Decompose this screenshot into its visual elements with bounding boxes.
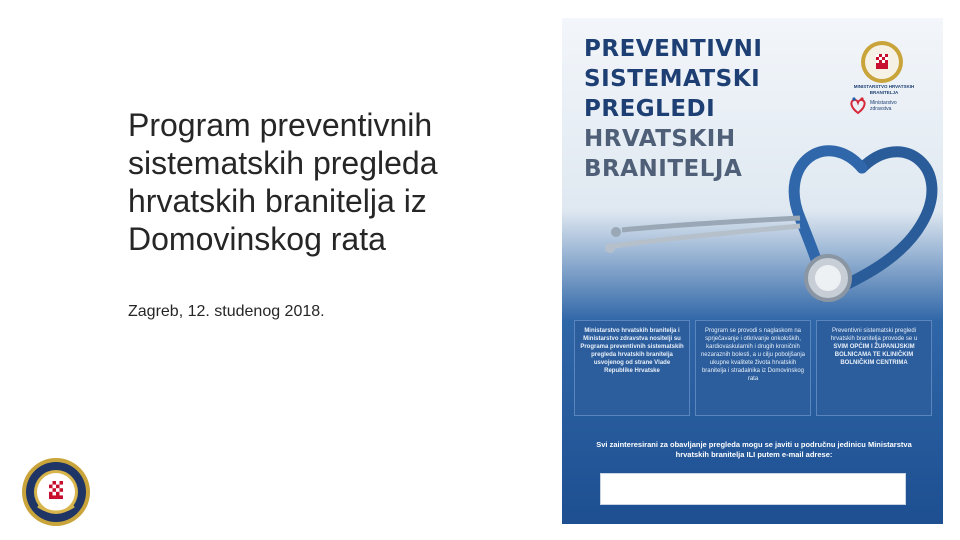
poster-title-line-1: PREVENTIVNI bbox=[584, 36, 763, 62]
ministry-veterans-label: MINISTARSTVO HRVATSKIH BRANITELJA bbox=[853, 84, 915, 95]
contact-instructions: Svi zainteresirani za obavljanje pregleda mogu se javiti u područnu jedinicu Ministarstva hrvatskih branitelja ILI putem e-mail adrese: bbox=[596, 440, 912, 459]
locations-emphasis: SVIM OPĆIM I ŽUPANIJSKIM BOLNICAMA TE KLINIČKIM BOLNIČKIM CENTRIMA bbox=[833, 344, 915, 366]
poster-title-line-3: PREGLEDI bbox=[584, 96, 716, 122]
title-line-3: hrvatskih branitelja iz bbox=[128, 183, 427, 219]
info-box-holders: Ministarstvo hrvatskih branitelja i Ministarstvo zdravstva nositelji su Programa preventivnih sistematskih pregleda hrvatskih branitelja usvojenog od strane Vlade Republike Hrvatske bbox=[574, 320, 690, 416]
slide-title bbox=[128, 106, 548, 258]
poster-title-line-5: BRANITELJA bbox=[584, 156, 743, 182]
coat-of-arms-seal-icon bbox=[20, 456, 92, 528]
heart-figures-icon bbox=[848, 96, 868, 116]
stethoscope-heart-icon bbox=[562, 128, 943, 328]
title-line-2: sistematskih pregleda bbox=[128, 145, 438, 181]
campaign-poster bbox=[562, 18, 943, 524]
slide-subtitle: Zagreb, 12. studenog 2018. bbox=[128, 303, 325, 320]
poster-title-line-4: HRVATSKIH bbox=[584, 126, 736, 152]
title-line-1: Program preventivnih bbox=[128, 107, 433, 143]
title-line-4: Domovinskog rata bbox=[128, 221, 386, 257]
poster-title-line-2: SISTEMATSKI bbox=[584, 66, 761, 92]
ministry-health-label: Ministarstvo zdravstva bbox=[870, 100, 897, 112]
email-address-field bbox=[600, 473, 906, 505]
info-box-program-focus: Program se provodi s naglaskom na sprječavanje i otkrivanje onkoloških, kardiovaskularnih i drugih kroničnih nezaraznih bolesti, a u cilju poboljšanja ukupne kvalitete života hrvatskih branitelja i stradalnika iz Domovinskog rata bbox=[695, 320, 811, 416]
info-box-locations bbox=[816, 320, 932, 416]
locations-intro: Preventivni sistematski pregledi hrvatskih branitelja provode se u bbox=[830, 328, 918, 342]
ministry-emblem-icon bbox=[860, 40, 904, 84]
